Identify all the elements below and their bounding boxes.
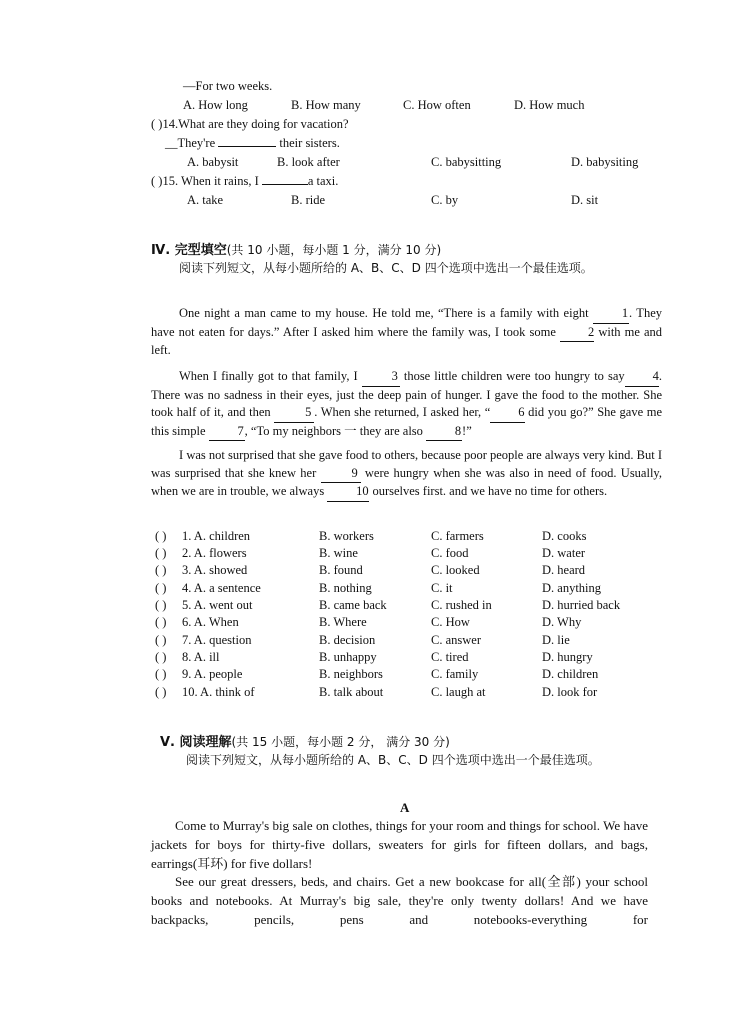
q14-answer-line: __They're their sisters.	[165, 136, 340, 150]
answer-paren: ( )	[155, 581, 167, 595]
q13-option-d: D. How much	[514, 98, 585, 112]
q15-option-c: C. by	[431, 193, 459, 207]
answer-paren: ( )	[155, 633, 167, 647]
answer-paren: ( )	[151, 174, 163, 188]
q14-option-b: B. look after	[277, 155, 340, 169]
passage-label: A	[400, 800, 410, 815]
answer-paren: ( )	[155, 685, 167, 699]
answer-blank	[218, 146, 276, 147]
q14-option-d: D. babysiting	[571, 155, 639, 169]
q13-option-b: B. How many	[291, 98, 361, 112]
answer-paren: ( )	[151, 117, 163, 131]
q14-stem: 14.What are they doing for vacation?	[162, 117, 349, 131]
answer-paren: ( )	[155, 546, 167, 560]
cloze-blank-4: 4	[625, 368, 659, 387]
q13-option-c: C. How often	[403, 98, 471, 112]
answer-blank	[262, 184, 308, 185]
answer-paren: ( )	[155, 667, 167, 681]
answer-paren: ( )	[155, 650, 167, 664]
cloze-blank-9: 9	[321, 465, 361, 484]
q15-option-b: B. ride	[291, 193, 326, 207]
answer-paren: ( )	[155, 615, 167, 629]
q14-option-a: A. babysit	[187, 155, 239, 169]
section5-score-note: (共 15 小题，每小题 2 分， 满分 30 分)	[231, 735, 450, 749]
q15-stem-line: ( )15. When it rains, I a taxi.	[151, 174, 339, 188]
section5-instruction: 阅读下列短文，从每小题所给的 A、B、C、D 四个选项中选出一个最佳选项。	[186, 753, 600, 767]
q15-option-a: A. take	[187, 193, 224, 207]
cloze-blank-5: 5	[274, 404, 314, 423]
section4-title: Ⅳ. 完型填空	[151, 243, 227, 258]
cloze-blank-2: 2	[560, 324, 594, 343]
cloze-blank-7: 7	[209, 423, 245, 442]
reading-passage-a	[151, 817, 648, 930]
answer-paren: ( )	[155, 563, 167, 577]
section5-heading	[160, 734, 450, 751]
q14-stem-line	[151, 116, 349, 133]
q14-option-c: C. babysitting	[431, 155, 502, 169]
section5-title: Ⅴ. 阅读理解	[160, 735, 232, 750]
cloze-paragraph-2: When I finally got to that family, I 3 those little children were too hungry to say 4. There was no sadness in their eyes, just the deep pain of hunger. I gave the food to the mother. She took half of it, and then 5 . When she returned, I asked her, “ 6 did you go?” She gave me this simple 7, “To my neighbors 一 they are also 8!”	[151, 368, 662, 441]
passage-paragraph-1: Come to Murray's big sale on clothes, things for your room and things for school. We have jackets for boys for thirty-five dollars, sweaters for girls for fifteen dollars, and bags, earrings(耳环) for five dollars!	[151, 818, 648, 871]
section4-score-note: (共 10 小题，每小题 1 分，满分 10 分)	[226, 243, 442, 257]
cloze-blank-3: 3	[362, 368, 400, 387]
cloze-paragraph-3: I was not surprised that she gave food to others, because poor people are always very kind. But I was surprised that she knew her 9 were hungry when she was also in need of food. Usually, when we are in trouble, we always 10 ourselves first. and we have no time for others.	[151, 447, 662, 502]
q15-option-d: D. sit	[571, 193, 599, 207]
cloze-blank-8: 8	[426, 423, 462, 442]
cloze-blank-6: 6	[490, 404, 524, 423]
section4-heading	[151, 242, 441, 259]
q13-option-a: A. How long	[183, 98, 248, 112]
section4-instruction: 阅读下列短文，从每小题所给的 A、B、C、D 四个选项中选出一个最佳选项。	[179, 261, 593, 275]
passage-paragraph-2: See our great dressers, beds, and chairs. Get a new bookcase for all(全部) your school books and notebooks. At Murray's big sale, they're only twenty dollars! And we have backpacks, pencils, pens and notebooks-everything for	[151, 874, 648, 927]
cloze-blank-1: 1	[593, 305, 629, 324]
answer-paren: ( )	[155, 598, 167, 612]
q13-answer-line: —For two weeks.	[183, 79, 273, 93]
cloze-paragraph-1: One night a man came to my house. He told me, “There is a family with eight 1. They have not eaten for days.” After I asked him where the family was, I took some 2 with me and left.	[151, 306, 663, 357]
answer-paren: ( )	[155, 529, 167, 543]
cloze-blank-10: 10	[327, 483, 369, 502]
